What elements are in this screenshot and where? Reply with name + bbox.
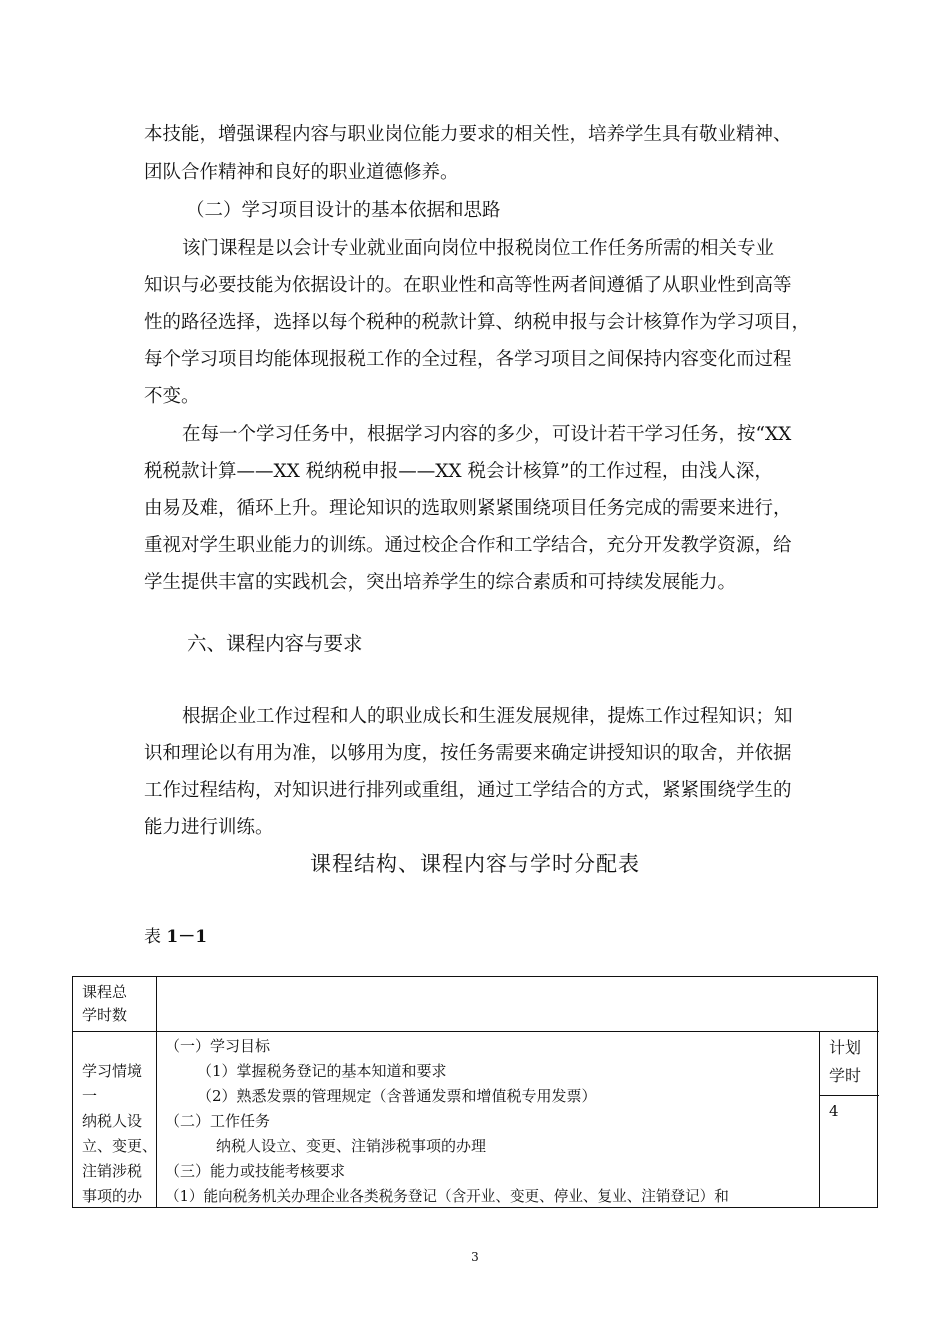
body-text-line: 学生提供丰富的实践机会，突出培养学生的综合素质和可持续发展能力。 [144, 572, 737, 593]
page-number: 3 [471, 1250, 479, 1264]
table-content-line: （二）工作任务 [165, 1112, 271, 1130]
table-cell-label: 学时数 [82, 1006, 128, 1024]
hours-label: 学时 [829, 1066, 862, 1085]
table-cell-label: 一 [82, 1087, 98, 1105]
table-cell-label: 课程总 [82, 983, 128, 1001]
table-content-line: 纳税人设立、变更、注销涉税事项的办理 [216, 1137, 487, 1155]
section-subtitle: （二）学习项目设计的基本依据和思路 [186, 200, 501, 221]
body-text-line: 重视对学生职业能力的训练。通过校企合作和工学结合，充分开发教学资源，给 [144, 535, 792, 556]
body-text-line: 根据企业工作过程和人的职业成长和生涯发展规律，提炼工作过程知识；知 [182, 706, 793, 727]
body-text-line: 在每一个学习任务中，根据学习内容的多少，可设计若干学习任务，按“XX [182, 424, 792, 445]
table-cell-label: 纳税人设 [82, 1112, 143, 1130]
table-cell-label: 学习情境 [82, 1062, 143, 1080]
table-cell-label: 立、变更、 [82, 1137, 158, 1155]
table-label: 表 1－1 [144, 927, 208, 947]
table-divider [73, 1031, 879, 1032]
hours-value: 4 [829, 1102, 839, 1120]
course-table [72, 976, 878, 1208]
body-text-line: 识和理论以有用为准，以够用为度，按任务需要来确定讲授知识的取舍，并依据 [144, 743, 792, 764]
table-divider [819, 1095, 879, 1096]
table-content-line: （1）能向税务机关办理企业各类税务登记（含开业、变更、停业、复业、注销登记）和 [165, 1188, 729, 1205]
table-cell-label: 事项的办 [82, 1187, 143, 1205]
hours-label: 计划 [829, 1038, 862, 1057]
section-heading: 六、课程内容与要求 [187, 632, 363, 655]
table-content-line: （2）熟悉发票的管理规定（含普通发票和增值税专用发票） [197, 1087, 597, 1105]
body-text-line: 税税款计算——XX 税纳税申报——XX 税会计核算”的工作过程，由浅人深， [144, 461, 773, 482]
table-divider [156, 977, 157, 1207]
table-content-line: （三）能力或技能考核要求 [165, 1162, 346, 1180]
body-text-line: 该门课程是以会计专业就业面向岗位中报税岗位工作任务所需的相关专业 [182, 238, 775, 259]
table-content-line: （一）学习目标 [165, 1037, 271, 1055]
body-text-line: 不变。 [144, 386, 200, 407]
body-text-line: 性的路径选择，选择以每个税种的税款计算、纳税申报与会计核算作为学习项目， [144, 312, 811, 333]
body-text-line: 知识与必要技能为依据设计的。在职业性和高等性两者间遵循了从职业性到高等 [144, 275, 792, 296]
table-content-line: （1）掌握税务登记的基本知道和要求 [197, 1062, 447, 1080]
body-text-line: 由易及难，循环上升。理论知识的选取则紧紧围绕项目任务完成的需要来进行， [144, 498, 792, 519]
table-title: 课程结构、课程内容与学时分配表 [310, 852, 640, 876]
body-text-line: 工作过程结构，对知识进行排列或重组，通过工学结合的方式，紧紧围绕学生的 [144, 780, 792, 801]
table-cell-label: 注销涉税 [82, 1162, 143, 1180]
body-text-line: 本技能，增强课程内容与职业岗位能力要求的相关性，培养学生具有敬业精神、 [144, 124, 792, 145]
body-text-line: 每个学习项目均能体现报税工作的全过程，各学习项目之间保持内容变化而过程 [144, 349, 792, 370]
body-text-line: 团队合作精神和良好的职业道德修养。 [144, 162, 459, 183]
body-text-line: 能力进行训练。 [144, 817, 274, 838]
table-divider [819, 1031, 820, 1207]
